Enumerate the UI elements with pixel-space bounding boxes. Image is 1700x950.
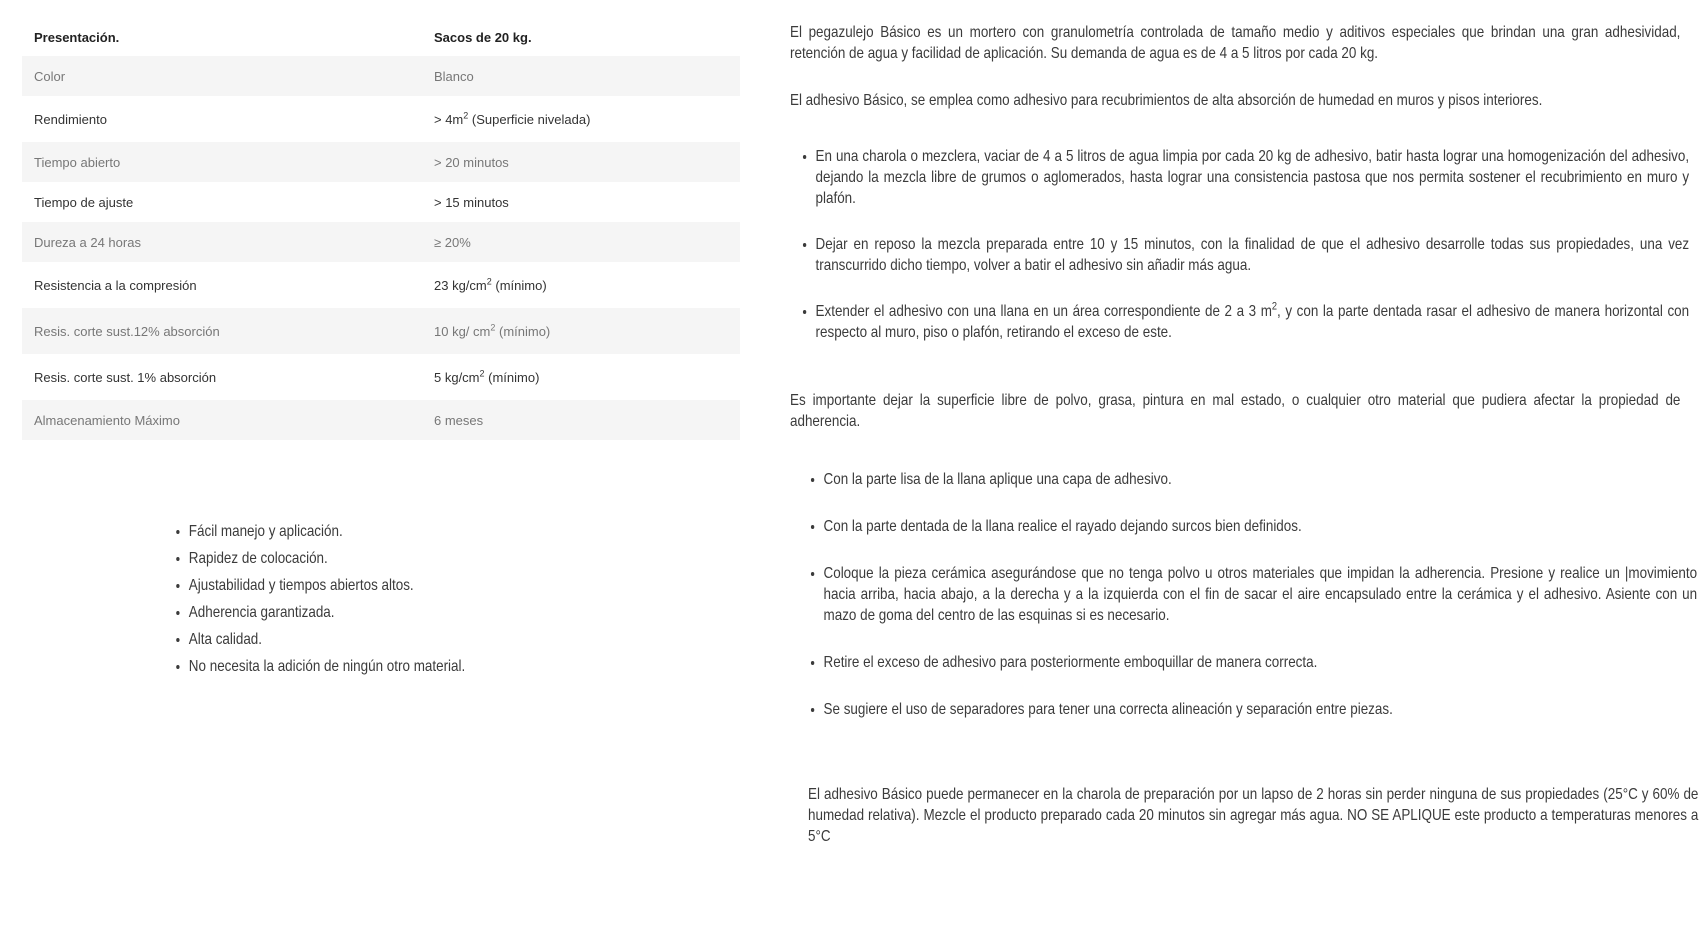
spec-value-text: (mínimo) bbox=[495, 323, 551, 339]
spec-value: ≥ 20% bbox=[434, 234, 471, 250]
superscript: 2 bbox=[479, 368, 485, 379]
spec-value bbox=[422, 308, 740, 354]
spec-label: Color bbox=[34, 68, 66, 84]
spec-value: > 20 minutos bbox=[434, 154, 509, 170]
spec-label: Almacenamiento Máximo bbox=[34, 412, 180, 428]
list-item: • Con la parte dentada de la llana realice el rayado dejando surcos bien definidos. bbox=[824, 516, 1698, 537]
spec-value bbox=[422, 262, 740, 308]
list-item: • Retire el exceso de adhesivo para posteriormente emboquillar de manera correcta. bbox=[824, 652, 1698, 673]
spec-row-corte-12 bbox=[22, 308, 740, 354]
list-item: • Con la parte lisa de la llana aplique una capa de adhesivo. bbox=[824, 469, 1698, 490]
description-intro bbox=[790, 22, 1680, 64]
spec-label: Tiempo de ajuste bbox=[34, 194, 134, 210]
spec-value bbox=[422, 96, 740, 142]
list-item: • Alta calidad. bbox=[189, 626, 693, 653]
spec-row-tiempo-abierto bbox=[22, 142, 740, 182]
application-section bbox=[800, 469, 1697, 746]
spec-value-text: (mínimo) bbox=[491, 277, 547, 293]
paragraph: Es importante dejar la superficie libre de polvo, grasa, pintura en mal estado, o cualquier otro material que pudiera afectar la propiedad de adherencia. bbox=[790, 392, 1681, 430]
list-item: • Se sugiere el uso de separadores para tener una correcta alineación y separación entre piezas. bbox=[824, 699, 1698, 720]
spec-value: Sacos de 20 kg. bbox=[434, 29, 532, 45]
spec-row-almacenamiento bbox=[22, 400, 740, 440]
spec-label: Rendimiento bbox=[34, 111, 107, 127]
list-item: • Dejar en reposo la mezcla preparada entre 10 y 15 minutos, con la finalidad de que el adhesivo desarrolle todas sus propiedades, una vez transcurrido dicho tiempo, volver a batir el adhesivo sin añadir más agua. bbox=[816, 234, 1690, 276]
final-note bbox=[808, 784, 1698, 847]
list-item bbox=[816, 301, 1690, 343]
list-item: • Ajustabilidad y tiempos abiertos altos. bbox=[189, 572, 693, 599]
spec-value: > 15 minutos bbox=[434, 194, 509, 210]
spec-value-text: 10 kg/ cm bbox=[434, 323, 491, 339]
list-item: • En una charola o mezclera, vaciar de 4 a 5 litros de agua limpia por cada 20 kg de adhesivo, batir hasta lograr una homogenización del adhesivo, dejando la mezcla libre de grumos o aglomerados, hasta lograr una consistencia pastosa que nos permita sostener el recubrimiento en muro y plafón. bbox=[816, 146, 1690, 209]
superscript: 2 bbox=[490, 322, 496, 333]
spec-label: Resistencia a la compresión bbox=[34, 277, 197, 293]
list-item: • No necesita la adición de ningún otro material. bbox=[189, 653, 693, 680]
superscript: 2 bbox=[486, 276, 492, 287]
list-item: • Rapidez de colocación. bbox=[189, 545, 693, 572]
spec-label: Tiempo abierto bbox=[34, 154, 121, 170]
paragraph: El adhesivo Básico, se emplea como adhesivo para recubrimientos de alta absorción de humedad en muros y pisos interiores. bbox=[790, 92, 1543, 109]
spec-value bbox=[422, 354, 740, 400]
list-item-text: Extender el adhesivo con una llana en un área correspondiente de 2 a 3 m bbox=[815, 303, 1272, 320]
spec-value-text: 23 kg/cm bbox=[434, 277, 487, 293]
preparation-list bbox=[792, 146, 1689, 343]
spec-value-text: 5 kg/cm bbox=[434, 369, 480, 385]
list-item: • Fácil manejo y aplicación. bbox=[189, 518, 693, 545]
surface-note bbox=[790, 390, 1680, 432]
application-list bbox=[800, 469, 1697, 720]
spec-label: Presentación. bbox=[34, 29, 120, 45]
list-item: • Adherencia garantizada. bbox=[189, 599, 693, 626]
spec-value: Blanco bbox=[434, 68, 474, 84]
description-usage bbox=[790, 90, 1680, 111]
paragraph: El adhesivo Básico puede permanecer en la charola de preparación por un lapso de 2 horas sin perder ninguna de sus propiedades (25°C y 60% de humedad relativa). Mezcle el producto preparado cada 20 minutos sin agregar más agua. NO SE APLIQUE este producto a temperaturas menores a 5°C bbox=[808, 786, 1699, 845]
benefits-section bbox=[172, 518, 693, 680]
spec-value-text: > 4m bbox=[434, 111, 464, 127]
specs-table bbox=[22, 18, 740, 440]
list-item: • Coloque la pieza cerámica asegurándose que no tenga polvo u otros materiales que impidan la adherencia. Presione y realice un |movimiento hacia arriba, hacia abajo, a la derecha y a la izquierda con el fin de sacar el aire encapsulado entre la cerámica y el adhesivo. Asiente con un mazo de goma del centro de las esquinas si es necesario. bbox=[824, 563, 1698, 626]
specs-header-row bbox=[22, 18, 740, 56]
list-item-text: , y con la parte dentada rasar el adhesivo de manera horizontal con respecto al muro, piso o plafón, retirando el exceso de este. bbox=[815, 303, 1690, 341]
spec-label: Dureza a 24 horas bbox=[34, 234, 141, 250]
spec-value-text: (mínimo) bbox=[484, 369, 540, 385]
spec-row-compresion bbox=[22, 262, 740, 308]
paragraph: El pegazulejo Básico es un mortero con granulometría controlada de tamaño medio y aditivos especiales que brindan una gran adhesividad, retención de agua y facilidad de aplicación. Su demanda de agua es de 4 a 5 litros por cada 20 kg. bbox=[790, 24, 1681, 62]
spec-row-dureza bbox=[22, 222, 740, 262]
spec-value-text: (Superficie nivelada) bbox=[468, 111, 591, 127]
spec-label: Resis. corte sust.12% absorción bbox=[34, 323, 220, 339]
spec-label: Resis. corte sust. 1% absorción bbox=[34, 369, 217, 385]
spec-row-corte-1 bbox=[22, 354, 740, 400]
spec-value: 6 meses bbox=[434, 412, 484, 428]
spec-row-color bbox=[22, 56, 740, 96]
spec-row-rendimiento bbox=[22, 96, 740, 142]
preparation-section bbox=[792, 146, 1689, 368]
spec-row-tiempo-ajuste bbox=[22, 182, 740, 222]
superscript: 2 bbox=[463, 110, 469, 121]
superscript: 2 bbox=[1271, 300, 1278, 313]
benefits-list bbox=[172, 518, 693, 680]
